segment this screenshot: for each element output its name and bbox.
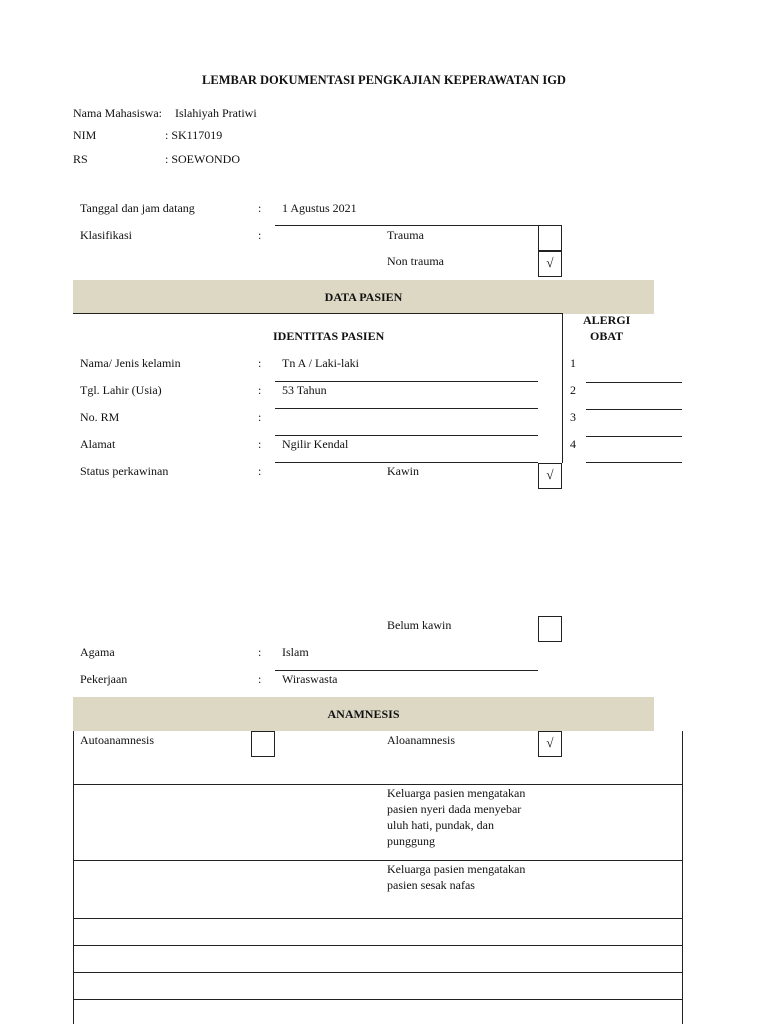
klasifikasi-trauma: Trauma [387,228,424,242]
field-line [275,462,538,463]
page-title: LEMBAR DOKUMENTASI PENGKAJIAN KEPERAWATAN IGD [202,73,566,87]
table-left-border [73,731,74,1024]
table-row-line [73,784,683,785]
aloanamnesis-label: Aloanamnesis [387,733,455,747]
status-perkawinan-label: Status perkawinan [80,464,169,478]
colon: : [258,672,262,686]
alergi-line [586,409,682,410]
tanggal-value: 1 Agustus 2021 [282,201,357,215]
table-row-line [73,945,683,946]
trauma-checkbox[interactable] [538,225,562,251]
klasifikasi-non-trauma: Non trauma [387,254,444,268]
klasifikasi-label: Klasifikasi [80,228,132,242]
nim-label: NIM [73,128,97,142]
alergi-number: 4 [570,437,576,451]
table-row-line [73,999,683,1000]
keluhan-text: Keluarga pasien mengatakan pasien sesak nafas [387,862,526,892]
tgl-lahir-value: 53 Tahun [282,383,327,397]
aloanamnesis-checkbox[interactable]: √ [538,731,562,757]
nama-mahasiswa-value: Islahiyah Pratiwi [175,106,257,120]
colon: : [258,410,262,424]
alamat-label: Alamat [80,437,116,451]
keluhan-text: Keluarga pasien mengatakan pasien nyeri dada menyebar uluh hati, pundak, dan punggung [387,786,526,848]
autoanamnesis-checkbox[interactable] [251,731,275,757]
alergi-number: 2 [570,383,576,397]
anamnesis-heading: ANAMNESIS [73,697,654,731]
colon: : [258,228,262,242]
nama-pasien-value: Tn A / Laki-laki [282,356,359,370]
alergi-line [586,462,682,463]
nim-value: : SK117019 [165,128,223,142]
field-line [275,435,538,436]
field-line [275,670,538,671]
table-row-line [73,972,683,973]
status-belum-kawin: Belum kawin [387,618,452,632]
alergi-divider [562,313,563,463]
agama-label: Agama [80,645,115,659]
tgl-lahir-label: Tgl. Lahir (Usia) [80,383,162,397]
field-line [275,381,538,382]
alamat-value: Ngilir Kendal [282,437,349,451]
pekerjaan-label: Pekerjaan [80,672,128,686]
colon: : [258,201,262,215]
nama-pasien-label: Nama/ Jenis kelamin [80,356,181,370]
kawin-checkbox[interactable]: √ [538,463,562,489]
colon: : [258,464,262,478]
nama-mahasiswa-label: Nama Mahasiswa: [73,106,162,120]
rs-label: RS [73,152,88,166]
identitas-pasien-heading: IDENTITAS PASIEN [273,329,385,343]
table-row-line [73,918,683,919]
table-right-border [682,731,683,1024]
autoanamnesis-label: Autoanamnesis [80,733,154,747]
colon: : [258,356,262,370]
alergi-line [586,382,682,383]
agama-value: Islam [282,645,309,659]
belum-kawin-checkbox[interactable] [538,616,562,642]
tanggal-label: Tanggal dan jam datang [80,201,195,215]
colon: : [258,383,262,397]
colon: : [258,437,262,451]
data-pasien-heading: DATA PASIEN [73,280,654,314]
alergi-number: 1 [570,356,576,370]
table-row-line [73,860,683,861]
klasifikasi-top-line [275,225,538,226]
field-line [275,408,538,409]
obat-heading: OBAT [590,329,624,343]
rs-value: : SOEWONDO [165,152,240,166]
alergi-line [586,436,682,437]
pekerjaan-value: Wiraswasta [282,672,338,686]
colon: : [258,645,262,659]
identitas-top-line [73,313,562,314]
non-trauma-checkbox[interactable]: √ [538,251,562,277]
no-rm-label: No. RM [80,410,120,424]
alergi-heading: ALERGI [583,313,631,327]
alergi-number: 3 [570,410,576,424]
status-kawin: Kawin [387,464,419,478]
